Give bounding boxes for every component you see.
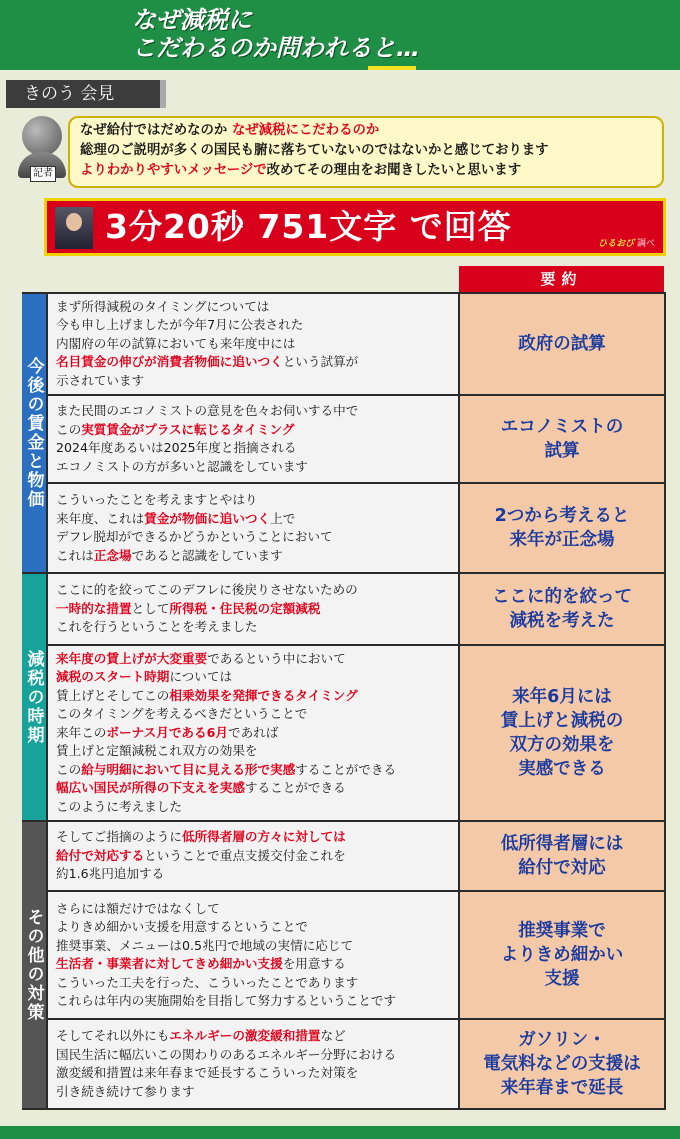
section-label: その他の対策 bbox=[22, 822, 46, 1108]
answer-highlight: 相乗効果を発揮できるタイミング bbox=[169, 687, 358, 703]
answer-line bbox=[56, 316, 450, 335]
answer-segment: 今も申し上げましたが今年7月に公表された bbox=[56, 317, 304, 333]
answer-highlight: エネルギーの激変緩和措置 bbox=[169, 1028, 321, 1043]
speaker-photo bbox=[55, 207, 93, 249]
banner-text: 3分20秒 751文字 で回答 bbox=[105, 207, 512, 246]
answer-banner bbox=[44, 198, 666, 256]
answer-highlight: 給付で対応する bbox=[56, 847, 145, 863]
summary-header: 要約 bbox=[459, 266, 664, 292]
answer-segment: エコノミストの方が多いと認識をしています bbox=[56, 458, 308, 474]
question-highlight: なぜ減税にこだわるのか bbox=[231, 123, 380, 138]
answer-line bbox=[56, 724, 450, 743]
answer-line bbox=[56, 458, 450, 477]
answer-highlight: 低所得者層の方々に対しては bbox=[181, 829, 346, 845]
summary-line: 試算 bbox=[544, 441, 580, 461]
summary-cell bbox=[460, 822, 664, 890]
answer-segment: 国民生活に幅広いこの関わりのあるエネルギー分野における bbox=[56, 1046, 397, 1062]
answer-line bbox=[56, 1083, 450, 1102]
summary-line: 来年が正念場 bbox=[509, 530, 615, 550]
answer-line bbox=[56, 491, 450, 510]
answer-highlight: 一時的な措置 bbox=[56, 600, 132, 616]
answer-segment: こういった工夫を行った、こういったことであります bbox=[56, 974, 359, 990]
answer-line bbox=[56, 847, 450, 866]
summary-line: 推奨事業で bbox=[518, 921, 606, 941]
answer-segment: であるという中において bbox=[207, 650, 346, 666]
source-credit bbox=[598, 236, 655, 249]
answer-segment: そしてご指摘のように bbox=[56, 829, 182, 845]
answer-segment: これは bbox=[56, 547, 94, 563]
summary-line: 給付で対応 bbox=[518, 858, 606, 878]
answer-line bbox=[56, 1064, 450, 1083]
answer-line bbox=[56, 581, 450, 600]
answer-text-cell bbox=[48, 646, 458, 820]
question-bubble bbox=[68, 116, 664, 188]
answer-line bbox=[56, 421, 450, 440]
answer-line bbox=[56, 761, 450, 780]
answer-line bbox=[56, 510, 450, 529]
summary-line: 双方の効果を bbox=[509, 735, 615, 755]
answer-segment: 賃上げとそしてこの bbox=[56, 687, 170, 703]
summary-line: 減税を考えた bbox=[509, 611, 615, 631]
answer-line bbox=[56, 298, 450, 317]
answer-segment: 内閣府の年の試算においても来年度中には bbox=[56, 335, 296, 351]
reporter-icon bbox=[18, 116, 66, 186]
summary-line: 支援 bbox=[544, 969, 580, 989]
answer-highlight: 正念場 bbox=[93, 547, 132, 563]
summary-line: 来年6月には bbox=[512, 687, 612, 707]
summary-cell bbox=[460, 396, 664, 482]
answer-line bbox=[56, 547, 450, 566]
answer-segment: など bbox=[320, 1028, 346, 1043]
footer-bar bbox=[0, 1126, 680, 1139]
answer-line bbox=[56, 955, 450, 974]
answer-line bbox=[56, 600, 450, 619]
answer-segment: このタイミングを考えるべきだということで bbox=[56, 706, 308, 722]
answer-segment: 来年この bbox=[56, 724, 107, 740]
summary-line: 実感できる bbox=[518, 759, 606, 779]
answer-segment: このように考えました bbox=[56, 798, 182, 814]
answer-segment: デフレ脱却ができるかどうかということにおいて bbox=[56, 529, 333, 544]
answer-segment: よりきめ細かい支援を用意するということで bbox=[56, 919, 308, 934]
answer-line bbox=[56, 974, 450, 993]
summary-cell bbox=[460, 484, 664, 572]
answer-line bbox=[56, 353, 450, 372]
answer-line bbox=[56, 1046, 450, 1065]
answer-segment: として bbox=[131, 600, 170, 616]
answer-segment: 推奨事業、メニューは0.5兆円で地域の実情に応じて bbox=[56, 937, 354, 953]
summary-cell bbox=[460, 294, 664, 394]
source-suffix: 調べ bbox=[636, 239, 655, 249]
summary-cell bbox=[460, 646, 664, 820]
answer-segment: することができる bbox=[244, 780, 346, 796]
answer-segment: という試算が bbox=[282, 354, 359, 370]
answer-text-cell bbox=[48, 574, 458, 644]
question-part: 改めてその理由をお聞きしたいと思います bbox=[266, 163, 522, 178]
source-tag: きのう 会見 bbox=[6, 80, 166, 108]
answer-segment: これを行うということを考えました bbox=[56, 619, 258, 635]
answer-segment: 賃上げと定額減税これ双方の効果を bbox=[56, 743, 258, 759]
question-line: 総理のご説明が多くの国民も腑に落ちていないのではないかと感じております bbox=[80, 143, 549, 158]
answer-segment: さらには額だけではなくして bbox=[56, 900, 220, 916]
summary-cell bbox=[460, 574, 664, 644]
answer-line bbox=[56, 900, 450, 919]
summary-cell bbox=[460, 892, 664, 1018]
summary-line: 政府の試算 bbox=[518, 334, 606, 354]
answer-highlight: 名目賃金の伸びが消費者物価に追いつく bbox=[56, 354, 283, 370]
answer-highlight: ボーナス月である6月 bbox=[106, 724, 228, 740]
summary-line: 低所得者層には bbox=[500, 834, 624, 854]
answer-segment: 示されています bbox=[56, 372, 145, 388]
summary-line: 賃上げと減税の bbox=[500, 711, 624, 731]
answer-highlight: 幅広い国民が所得の下支えを実感 bbox=[56, 780, 245, 796]
answer-segment: そしてそれ以外にも bbox=[56, 1028, 170, 1043]
answer-line bbox=[56, 937, 450, 956]
summary-line: エコノミストの bbox=[500, 417, 624, 437]
answer-highlight: 実質賃金がプラスに転じるタイミング bbox=[81, 421, 295, 437]
answer-segment: であると認識をしています bbox=[131, 547, 283, 563]
answer-highlight: 来年度の賃上げが大変重要 bbox=[56, 650, 208, 666]
reporter-label: 記者 bbox=[30, 166, 56, 182]
answer-line bbox=[56, 992, 450, 1011]
summary-cell bbox=[460, 1020, 664, 1108]
answer-segment: これらは年内の実施開始を目指して努力するということです bbox=[56, 993, 397, 1008]
answer-segment: であれば bbox=[227, 724, 279, 740]
answer-segment: 来年度、これは bbox=[56, 510, 145, 526]
headline-line1: なぜ減税に bbox=[132, 6, 252, 34]
answer-segment: この bbox=[56, 421, 82, 437]
summary-line: 来年春まで延長 bbox=[500, 1078, 624, 1098]
summary-line: ここに的を絞って bbox=[492, 587, 632, 607]
answer-text-cell bbox=[48, 484, 458, 572]
answer-highlight: 生活者・事業者に対してきめ細かい支援 bbox=[56, 956, 283, 971]
summary-line: ガソリン・ bbox=[518, 1030, 606, 1050]
answer-segment: ということで重点支援交付金これを bbox=[144, 847, 346, 863]
answer-line bbox=[56, 372, 450, 391]
question-part: なぜ給付ではだめなのか bbox=[80, 123, 232, 138]
answer-text-cell bbox=[48, 294, 458, 394]
answer-segment: また民間のエコノミストの意見を色々お伺いする中で bbox=[56, 403, 359, 418]
answer-text-cell bbox=[48, 822, 458, 890]
answer-segment: を用意する bbox=[282, 956, 346, 971]
answer-line bbox=[56, 828, 450, 847]
answer-segment: 激変緩和措置は来年春まで延長するこういった対策を bbox=[56, 1065, 359, 1080]
headline-accent-bar bbox=[368, 66, 416, 70]
answer-text-cell bbox=[48, 1020, 458, 1108]
question-highlight: よりわかりやすいメッセージで bbox=[80, 163, 267, 178]
answer-text-cell bbox=[48, 396, 458, 482]
answer-line bbox=[56, 1027, 450, 1046]
answer-line bbox=[56, 705, 450, 724]
answer-highlight: 減税のスタート時期 bbox=[56, 669, 170, 685]
answer-line bbox=[56, 687, 450, 706]
section-label: 今後の賃金と物価 bbox=[22, 294, 46, 572]
summary-line: 電気料などの支援は bbox=[483, 1054, 641, 1074]
headline-line2: こだわるのか問われると… bbox=[132, 34, 420, 62]
answer-highlight: 給与明細において目に見える形で実感 bbox=[81, 761, 296, 777]
answer-line bbox=[56, 335, 450, 354]
answer-segment: ここに的を絞ってこのデフレに後戻りさせないための bbox=[56, 582, 358, 598]
answer-segment: まず所得減税のタイミングについては bbox=[56, 298, 270, 314]
answer-line bbox=[56, 798, 450, 817]
answer-text-cell bbox=[48, 892, 458, 1018]
answer-line bbox=[56, 650, 450, 669]
header bbox=[0, 0, 680, 70]
answer-segment: することができる bbox=[295, 761, 397, 777]
summary-line: よりきめ細かい bbox=[500, 945, 624, 965]
answer-line bbox=[56, 865, 450, 884]
answer-line bbox=[56, 742, 450, 761]
answer-table bbox=[22, 292, 666, 1110]
answer-segment: 引き続き続けて参ります bbox=[56, 1083, 195, 1099]
section-label: 減税の時期 bbox=[22, 574, 46, 820]
answer-line bbox=[56, 918, 450, 937]
answer-segment: こういったことを考えますとやはり bbox=[56, 492, 258, 507]
answer-highlight: 賃金が物価に追いつく bbox=[144, 510, 271, 526]
answer-line bbox=[56, 439, 450, 458]
answer-segment: この bbox=[56, 761, 82, 777]
answer-line bbox=[56, 779, 450, 798]
summary-line: 2つから考えると bbox=[494, 506, 630, 526]
source-logo: ひるおび bbox=[598, 239, 635, 249]
answer-highlight: 所得税・住民税の定額減税 bbox=[169, 600, 321, 616]
answer-line bbox=[56, 402, 450, 421]
answer-segment: については bbox=[169, 669, 233, 685]
answer-line bbox=[56, 528, 450, 547]
answer-line bbox=[56, 668, 450, 687]
answer-line bbox=[56, 618, 450, 637]
answer-segment: 2024年度あるいは2025年度と指摘される bbox=[56, 440, 297, 455]
answer-segment: 約1.6兆円追加する bbox=[56, 866, 165, 882]
answer-segment: 上で bbox=[270, 510, 296, 526]
